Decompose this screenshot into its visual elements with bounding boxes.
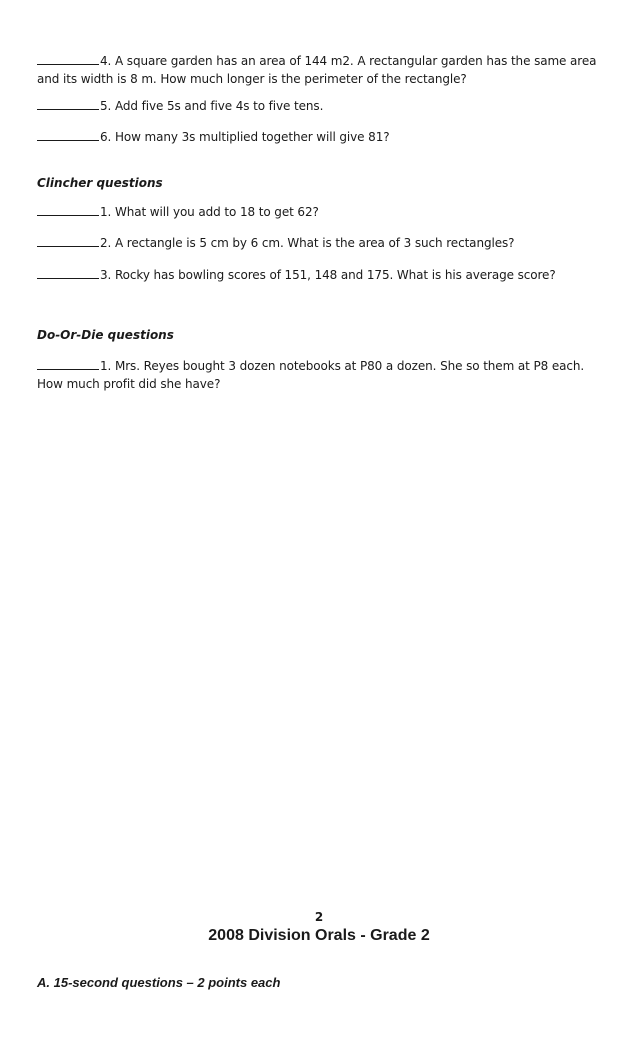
document-title: 2008 Division Orals - Grade 2 bbox=[208, 927, 430, 944]
question-text: 2. A rectangle is 5 cm by 6 cm. What is the area of 3 such rectangles? bbox=[100, 236, 515, 250]
question-text: 1. Mrs. Reyes bought 3 dozen notebooks at P80 a dozen. She so them at P8 each. How much profit did she have? bbox=[37, 359, 585, 391]
question-text: 6. How many 3s multiplied together will give 81? bbox=[100, 130, 390, 144]
answer-blank bbox=[37, 128, 99, 141]
page-number: 2 bbox=[314, 910, 324, 924]
question-text: 4. A square garden has an area of 144 m2. A rectangular garden has the same area and its width is 8 m. How much longer is the perimeter of the rectangle? bbox=[37, 54, 597, 86]
question-item bbox=[37, 357, 602, 393]
question-item bbox=[37, 203, 602, 221]
question-text: 5. Add five 5s and five 4s to five tens. bbox=[100, 99, 324, 113]
answer-blank bbox=[37, 357, 99, 370]
question-text: 3. Rocky has bowling scores of 151, 148 and 175. What is his average score? bbox=[100, 268, 556, 282]
question-text: 1. What will you add to 18 to get 62? bbox=[100, 205, 319, 219]
answer-blank bbox=[37, 266, 99, 279]
do-or-die-heading: Do-Or-Die questions bbox=[37, 328, 174, 342]
answer-blank bbox=[37, 52, 99, 65]
question-item bbox=[37, 266, 602, 284]
clincher-heading: Clincher questions bbox=[37, 176, 163, 190]
question-item bbox=[37, 128, 602, 146]
question-item bbox=[37, 234, 602, 252]
answer-blank bbox=[37, 234, 99, 247]
question-item bbox=[37, 97, 602, 115]
answer-blank bbox=[37, 203, 99, 216]
answer-blank bbox=[37, 97, 99, 110]
section-a-heading: A. 15-second questions – 2 points each bbox=[37, 975, 281, 990]
question-item bbox=[37, 52, 602, 88]
